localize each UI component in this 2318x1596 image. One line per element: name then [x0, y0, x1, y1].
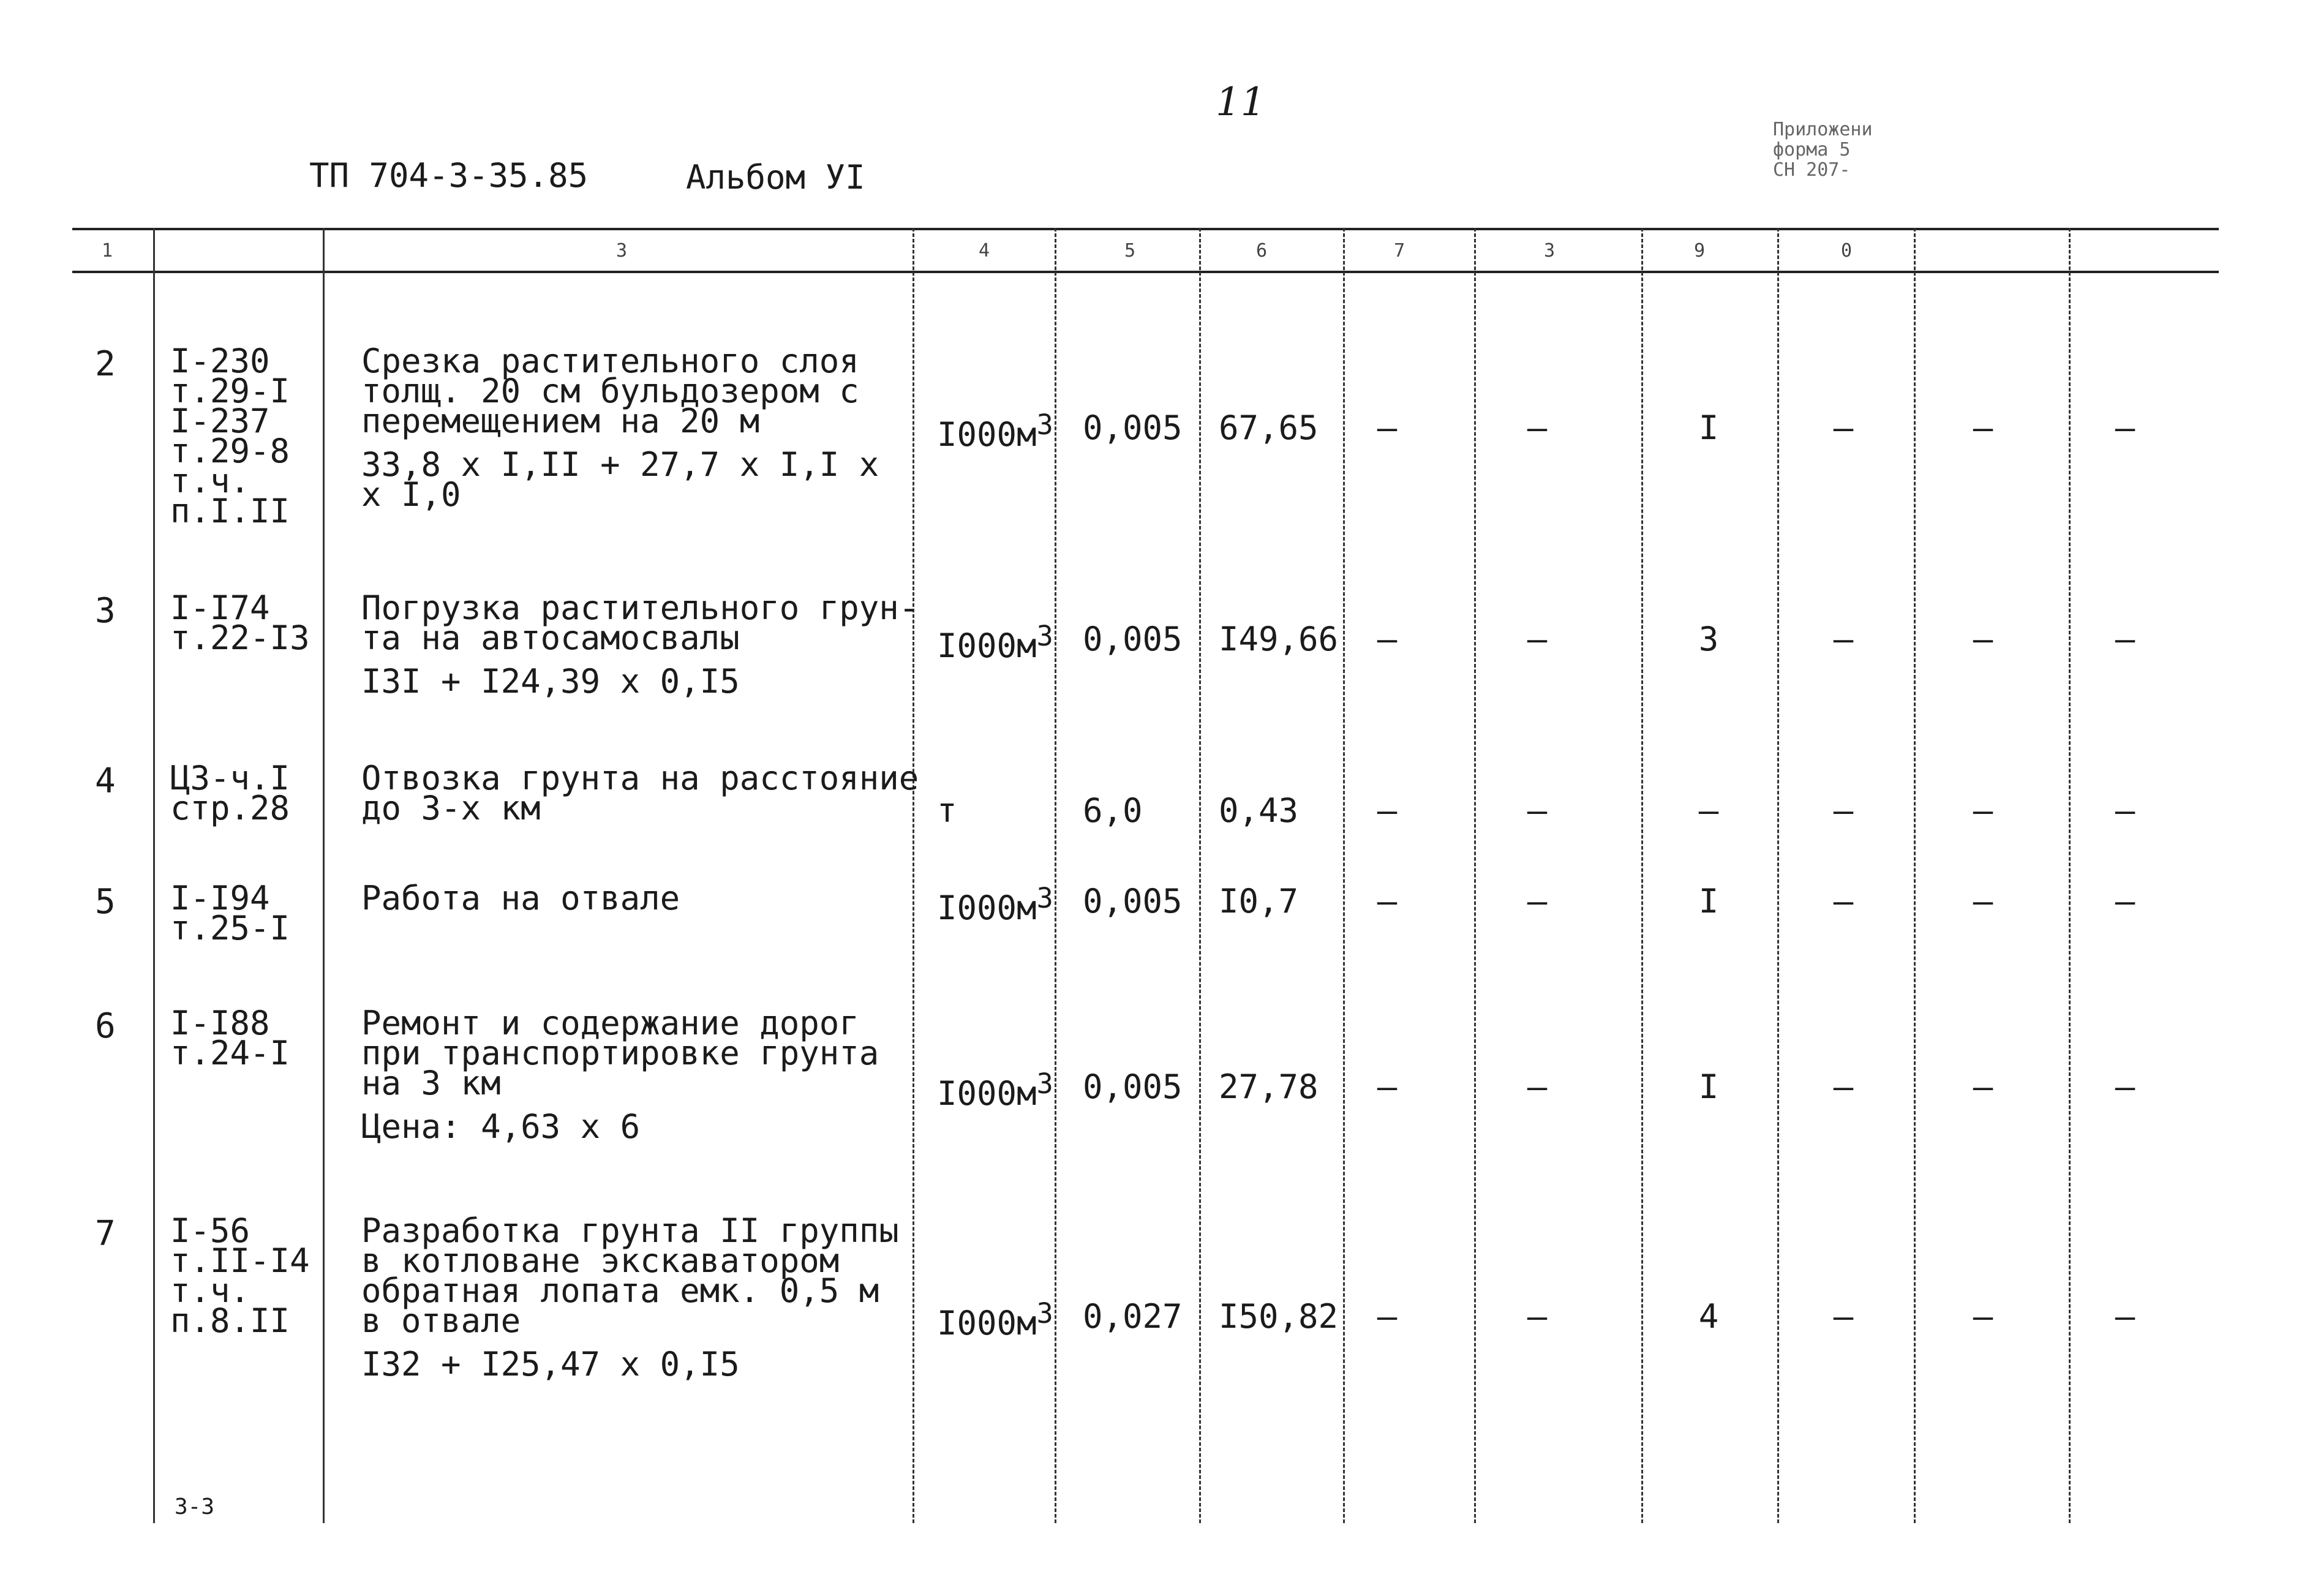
unit-price: I49,66 — [1219, 620, 1339, 658]
cell-value: – — [1527, 791, 1548, 830]
work-description — [361, 589, 919, 701]
quantity: 0,005 — [1083, 408, 1183, 447]
column-header: 1 — [101, 240, 113, 262]
cell-value: – — [1833, 791, 1854, 830]
cell-value: 3 — [1698, 620, 1719, 658]
column-divider — [153, 228, 155, 1523]
column-divider — [1914, 228, 1916, 1523]
cell-value: – — [1377, 408, 1398, 447]
cell-value: – — [1973, 620, 1993, 658]
unit-price: 27,78 — [1219, 1067, 1319, 1106]
unit-text: I000м — [937, 889, 1037, 927]
quantity: 6,0 — [1083, 791, 1143, 830]
cell-value: – — [2115, 1067, 2135, 1106]
work-text: Срезка растительного слоя толщ. 20 см бульдозером с перемещением на 20 м — [361, 342, 859, 440]
cell-value: – — [1833, 620, 1854, 658]
column-divider — [2069, 228, 2071, 1523]
work-description — [361, 879, 680, 917]
unit-text: I000м — [937, 415, 1037, 454]
unit-price: 0,43 — [1219, 791, 1299, 830]
column-header: 3 — [615, 240, 628, 262]
stamp-line: форма 5 — [1773, 139, 1851, 160]
unit-price: 67,65 — [1219, 408, 1319, 447]
unit-price: I0,7 — [1219, 882, 1299, 920]
column-header: 3 — [1543, 240, 1556, 262]
cell-value: I — [1698, 408, 1719, 447]
calc-formula: 33,8 x I,II + 27,7 x I,I x x I,0 — [361, 445, 879, 514]
work-text: Работа на отвале — [361, 879, 680, 917]
cell-value: – — [1973, 1067, 1993, 1106]
work-text: Разработка грунта II группы в котловане экскаватором обратная лопата емк. 0,5 м в отвале — [361, 1211, 899, 1340]
unit-exponent: 3 — [1036, 620, 1053, 652]
norm-code: I-56 т.II-I4 т.ч. п.8.II — [170, 1211, 310, 1340]
work-description — [361, 1211, 899, 1383]
norm-code: I-230 т.29-I I-237 т.29-8 т.ч. п.I.II — [170, 342, 290, 530]
cell-value: – — [1527, 620, 1548, 658]
column-divider — [1055, 228, 1056, 1523]
cell-value: – — [2115, 408, 2135, 447]
cell-value: – — [1973, 882, 1993, 920]
calc-formula: Цена: 4,63 x 6 — [361, 1107, 641, 1146]
row-number: 7 — [95, 1214, 116, 1254]
row-number: 4 — [95, 761, 116, 801]
cell-value: – — [2115, 620, 2135, 658]
cell-value: – — [2115, 882, 2135, 920]
unit — [937, 882, 1053, 927]
column-divider — [1777, 228, 1779, 1523]
norm-code: I-I88 т.24-I — [170, 1004, 290, 1072]
table-top-rule — [72, 228, 2219, 230]
row-number: 5 — [95, 882, 116, 922]
appendix-stamp — [1773, 119, 1873, 180]
cell-value: – — [2115, 1297, 2135, 1336]
work-text: Погрузка растительного грун- та на автосамосвалы — [361, 589, 919, 657]
unit-text: I000м — [937, 627, 1037, 665]
unit-exponent: 3 — [1036, 408, 1053, 441]
cell-value: – — [1377, 791, 1398, 830]
calc-formula: I3I + I24,39 x 0,I5 — [361, 662, 740, 701]
cell-value: – — [1973, 408, 1993, 447]
unit — [937, 1067, 1053, 1113]
column-header: 7 — [1393, 240, 1405, 262]
signature-mark: 3-3 — [175, 1494, 215, 1519]
cell-value: – — [1833, 1067, 1854, 1106]
unit-text: т — [937, 791, 957, 830]
work-description — [361, 342, 879, 514]
album-label: Альбом УI — [686, 158, 865, 197]
table-header-rule — [72, 271, 2219, 273]
stamp-line: Приложени — [1773, 119, 1873, 140]
page-number: 11 — [1216, 80, 1266, 125]
unit-price: I50,82 — [1219, 1297, 1339, 1336]
column-header: 0 — [1840, 240, 1853, 262]
cell-value: – — [1527, 1067, 1548, 1106]
unit-exponent: 3 — [1036, 1067, 1053, 1100]
quantity: 0,005 — [1083, 620, 1183, 658]
stamp-line: СН 207- — [1773, 159, 1851, 181]
cell-value: – — [1698, 791, 1719, 830]
calc-formula: I32 + I25,47 x 0,I5 — [361, 1345, 740, 1383]
row-number: 6 — [95, 1006, 116, 1046]
cell-value: – — [1833, 408, 1854, 447]
cell-value: – — [1377, 1297, 1398, 1336]
cell-value: – — [2115, 791, 2135, 830]
column-header: 5 — [1124, 240, 1136, 262]
column-header: 9 — [1693, 240, 1706, 262]
column-divider — [1343, 228, 1345, 1523]
column-header: 4 — [978, 240, 990, 262]
cell-value: – — [1973, 791, 1993, 830]
cell-value: I — [1698, 1067, 1719, 1106]
quantity: 0,005 — [1083, 882, 1183, 920]
norm-code: I-I94 т.25-I — [170, 879, 290, 947]
quantity: 0,027 — [1083, 1297, 1183, 1336]
cell-value: – — [1973, 1297, 1993, 1336]
column-header: 6 — [1255, 240, 1268, 262]
unit-exponent: 3 — [1036, 1297, 1053, 1330]
unit-exponent: 3 — [1036, 882, 1053, 914]
cell-value: – — [1377, 882, 1398, 920]
norm-code: I-I74 т.22-I3 — [170, 589, 310, 657]
cell-value: – — [1377, 1067, 1398, 1106]
work-text: Отвозка грунта на расстояние до 3-х км — [361, 759, 919, 827]
cell-value: – — [1833, 1297, 1854, 1336]
cell-value: 4 — [1698, 1297, 1719, 1336]
row-number: 3 — [95, 591, 116, 631]
column-divider — [1474, 228, 1476, 1523]
column-divider — [913, 228, 914, 1523]
column-divider — [1199, 228, 1201, 1523]
work-description — [361, 759, 919, 827]
row-number: 2 — [95, 344, 116, 384]
cell-value: – — [1527, 1297, 1548, 1336]
work-text: Ремонт и содержание дорог при транспортировке грунта на 3 км — [361, 1004, 879, 1102]
unit — [937, 408, 1053, 454]
work-description — [361, 1004, 879, 1146]
unit-text: I000м — [937, 1304, 1037, 1342]
cell-value: – — [1377, 620, 1398, 658]
unit — [937, 1297, 1053, 1342]
norm-code: ЦЗ-ч.I стр.28 — [170, 759, 290, 827]
cell-value: I — [1698, 882, 1719, 920]
unit — [937, 791, 957, 830]
quantity: 0,005 — [1083, 1067, 1183, 1106]
document-code: ТП 704-3-35.85 — [309, 156, 589, 195]
column-divider — [323, 228, 325, 1523]
column-divider — [1641, 228, 1643, 1523]
cell-value: – — [1833, 882, 1854, 920]
unit-text: I000м — [937, 1074, 1037, 1113]
cell-value: – — [1527, 882, 1548, 920]
unit — [937, 620, 1053, 665]
cell-value: – — [1527, 408, 1548, 447]
